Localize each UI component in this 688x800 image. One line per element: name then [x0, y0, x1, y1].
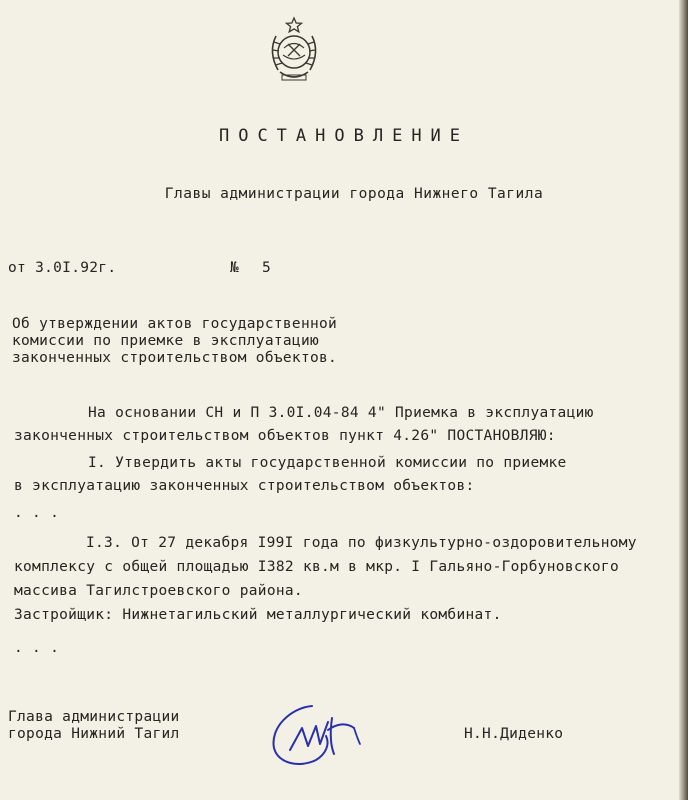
handwritten-signature — [260, 688, 380, 778]
document-number: 5 — [262, 260, 272, 276]
ellipsis: . . . — [14, 505, 60, 521]
number-sign: № — [230, 260, 240, 276]
item-1-3-line: I.3. От 27 декабря I99I года по физкультурно-оздоровительному — [86, 535, 637, 551]
document-subtitle: Главы администрации города Нижнего Тагила — [164, 186, 544, 202]
document-title: ПОСТАНОВЛЕНИЕ — [218, 126, 470, 146]
item-1-line: в эксплуатацию законченных строительством объектов: — [14, 478, 475, 494]
developer-line: Застройщик: Нижнетагильский металлургический комбинат. — [14, 607, 502, 623]
topic-line: комиссии по приемке в эксплуатацию — [12, 333, 320, 349]
paper-edge — [679, 0, 688, 800]
signatory-position: города Нижний Тагил — [8, 726, 180, 742]
topic-line: законченных строительством объектов. — [12, 350, 338, 366]
coat-of-arms-emblem — [262, 12, 326, 88]
signatory-position: Глава администрации — [8, 709, 180, 725]
document-date: от 3.0I.92г. — [8, 260, 117, 276]
signatory-name: Н.Н.Диденко — [464, 726, 564, 742]
item-1-3-line: комплексу с общей площадью I382 кв.м в мкр. I Гальяно-Горбуновского — [14, 559, 619, 575]
ellipsis: . . . — [14, 640, 60, 656]
preamble-line: На основании СН и П 3.0I.04-84 4" Приемка в эксплуатацию — [88, 405, 594, 421]
preamble-line: законченных строительством объектов пункт 4.26" ПОСТАНОВЛЯЮ: — [14, 428, 556, 444]
item-1-line: I. Утвердить акты государственной комиссии по приемке — [88, 455, 567, 471]
topic-line: Об утверждении актов государственной — [12, 316, 338, 332]
item-1-3-line: массива Тагилстроевского района. — [14, 583, 303, 599]
